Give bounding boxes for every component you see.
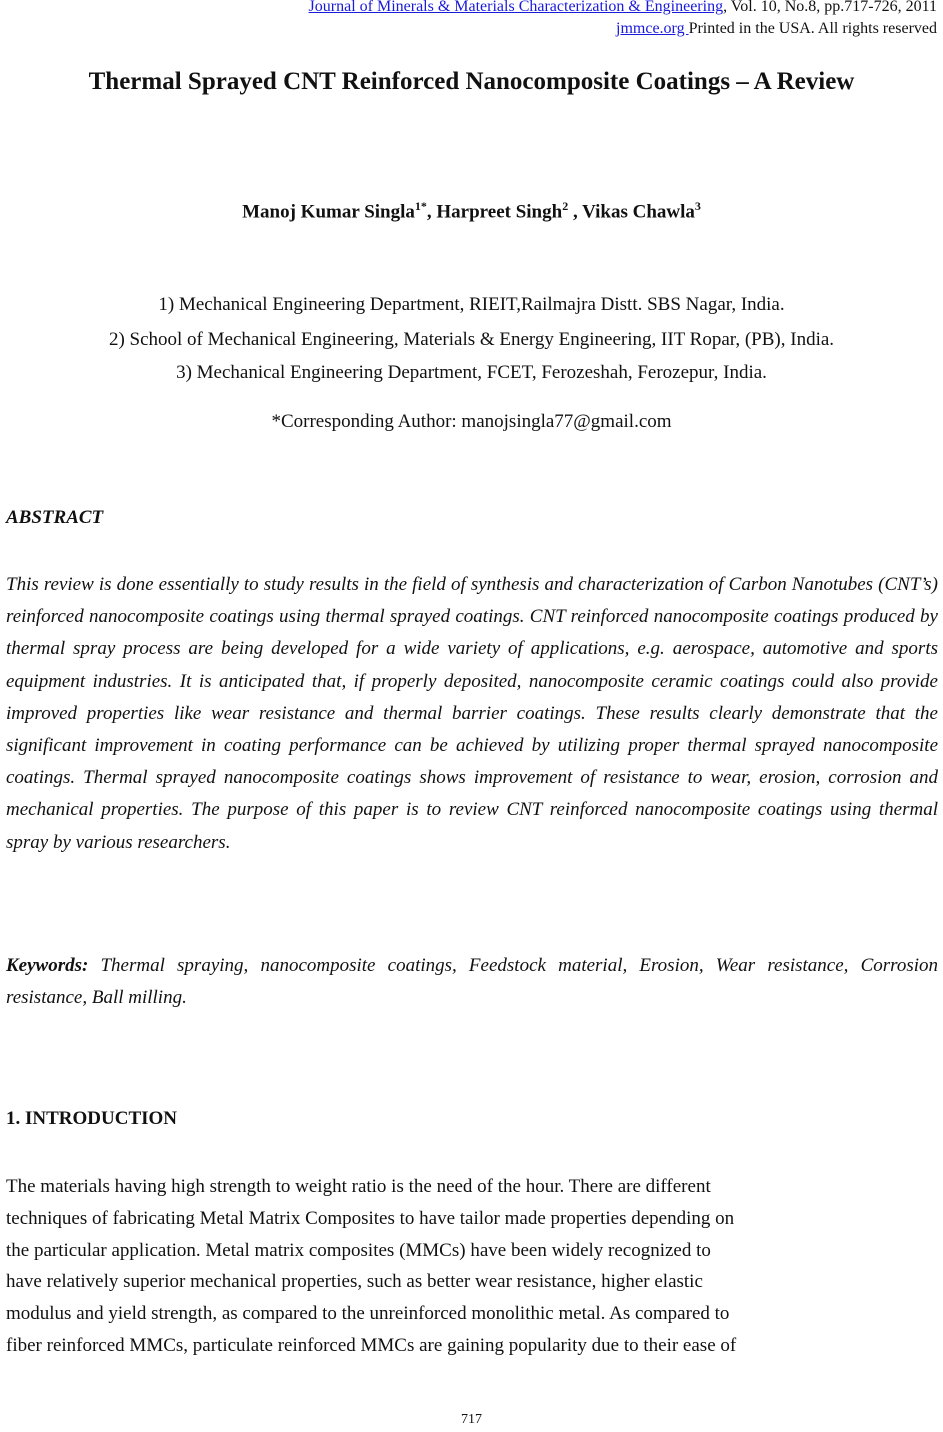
author-1: Manoj Kumar Singla (242, 201, 415, 223)
affiliation-3: 3) Mechanical Engineering Department, FCET, Ferozeshah, Ferozepur, India. (176, 362, 767, 383)
keywords-label: Keywords: (6, 955, 89, 976)
affiliation-2: 2) School of Mechanical Engineering, Materials & Energy Engineering, IIT Ropar, (PB), India. (108, 329, 835, 350)
journal-link[interactable]: Journal of Minerals & Materials Characterization & Engineering (308, 0, 724, 15)
keywords (6, 950, 938, 1014)
introduction-heading: 1. INTRODUCTION (6, 1108, 178, 1129)
author-2: , Harpreet Singh (426, 201, 563, 223)
abstract-heading: ABSTRACT (6, 507, 104, 528)
author-3-mark: 3 (694, 199, 701, 213)
intro-line: techniques of fabricating Metal Matrix Composites to have tailor made properties depending on (6, 1207, 735, 1229)
intro-line: modulus and yield strength, as compared to the unreinforced monolithic metal. As compared to (6, 1303, 730, 1325)
author-list (0, 199, 943, 223)
abstract-body: This review is done essentially to study results in the field of synthesis and characterization of Carbon Nanotubes (CNT’s) reinforced nanocomposite coatings using thermal sprayed coatings. CNT reinforced nanocomposite coatings produced by thermal spray process are being developed for a wide variety of applications, e.g. aerospace, automotive and sports equipment industries. It is anticipated that, if properly deposited, nanocomposite ceramic coatings could also provide improved properties like wear resistance and thermal barrier coatings. These results clearly demonstrate that the significant improvement in coating performance can be achieved by utilizing proper thermal sprayed nanocomposite coatings. Thermal sprayed nanocomposite coatings shows improvement of resistance to wear, erosion, corrosion and mechanical properties. The purpose of this paper is to review CNT reinforced nanocomposite coatings using thermal spray by various researchers. (6, 574, 938, 853)
site-link[interactable]: jmmce.org (616, 20, 689, 37)
intro-line: The materials having high strength to weight ratio is the need of the hour. There are different (6, 1176, 711, 1197)
publisher-line (616, 20, 937, 38)
intro-line: have relatively superior mechanical properties, such as better wear resistance, higher elastic (6, 1271, 703, 1293)
journal-citation (309, 0, 937, 16)
affiliation-1: 1) Mechanical Engineering Department, RIEIT,Railmajra Distt. SBS Nagar, India. (158, 294, 785, 315)
corresponding-author: *Corresponding Author: manojsingla77@gmail.com (271, 411, 672, 432)
keywords-list: Thermal spraying, nanocomposite coatings, Feedstock material, Erosion, Wear resistance, Corrosion resistance, Ball milling. (6, 955, 938, 1008)
author-2-mark: 2 (562, 199, 569, 213)
intro-line: the particular application. Metal matrix composites (MMCs) have been widely recognized to (6, 1239, 711, 1261)
rights-text: Printed in the USA. All rights reserved (688, 20, 937, 37)
author-1-mark: 1* (414, 199, 427, 213)
intro-line: fiber reinforced MMCs, particulate reinforced MMCs are gaining popularity due to their ease of (6, 1334, 737, 1356)
introduction-body (6, 1171, 938, 1362)
paper-title: Thermal Sprayed CNT Reinforced Nanocomposite Coatings – A Review (88, 68, 855, 95)
page-number: 717 (461, 1412, 482, 1427)
author-3: , Vikas Chawla (568, 201, 695, 223)
journal-volume: , Vol. 10, No.8, pp.717-726, 2011 (723, 0, 937, 15)
